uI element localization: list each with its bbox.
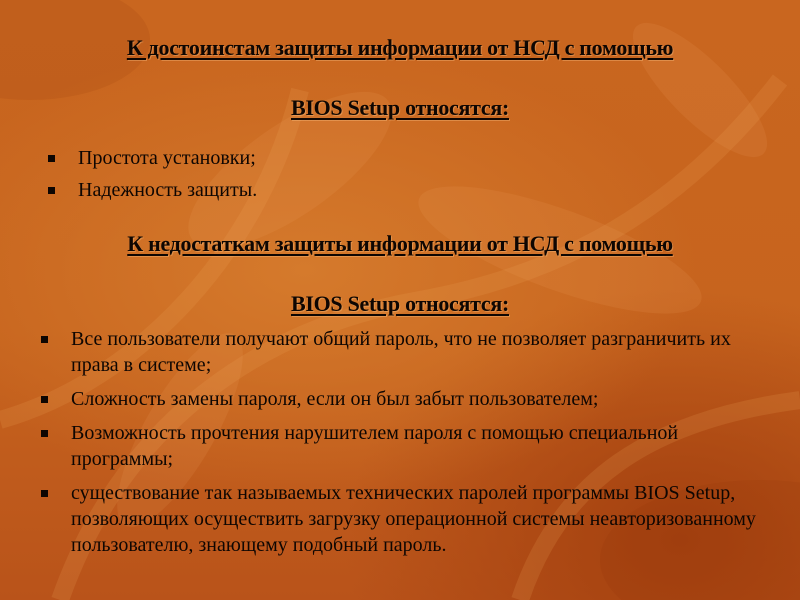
advantages-list bbox=[48, 145, 748, 209]
square-bullet-icon bbox=[41, 336, 48, 343]
square-bullet-icon bbox=[41, 396, 48, 403]
square-bullet-icon bbox=[48, 155, 55, 162]
disadvantages-heading-line1: К недостаткам защиты информации от НСД с помощью bbox=[127, 231, 673, 256]
square-bullet-icon bbox=[41, 430, 48, 437]
list-item: Надежность защиты. bbox=[48, 177, 748, 203]
disadvantages-heading bbox=[0, 214, 800, 334]
list-item: Возможность прочтения нарушителем пароля с помощью специальной программы; bbox=[41, 420, 761, 472]
list-item: Сложность замены пароля, если он был забыт пользователем; bbox=[41, 386, 761, 412]
square-bullet-icon bbox=[41, 490, 48, 497]
list-item: Простота установки; bbox=[48, 145, 748, 171]
advantages-heading-line2: BIOS Setup относятся: bbox=[290, 95, 509, 120]
disadvantages-heading-line2: BIOS Setup относятся: bbox=[290, 291, 509, 316]
list-item: существование так называемых технических паролей программы BIOS Setup, позволяющих осуществить загрузку операционной системы неавторизованному пользователю, знающему подобный пароль. bbox=[41, 480, 761, 558]
list-item: Все пользователи получают общий пароль, что не позволяет разграничить их права в системе; bbox=[41, 326, 761, 378]
disadvantages-list bbox=[41, 326, 761, 566]
advantages-heading bbox=[0, 18, 800, 138]
square-bullet-icon bbox=[48, 187, 55, 194]
advantages-heading-line1: К достоинстам защиты информации от НСД с помощью bbox=[126, 35, 674, 60]
